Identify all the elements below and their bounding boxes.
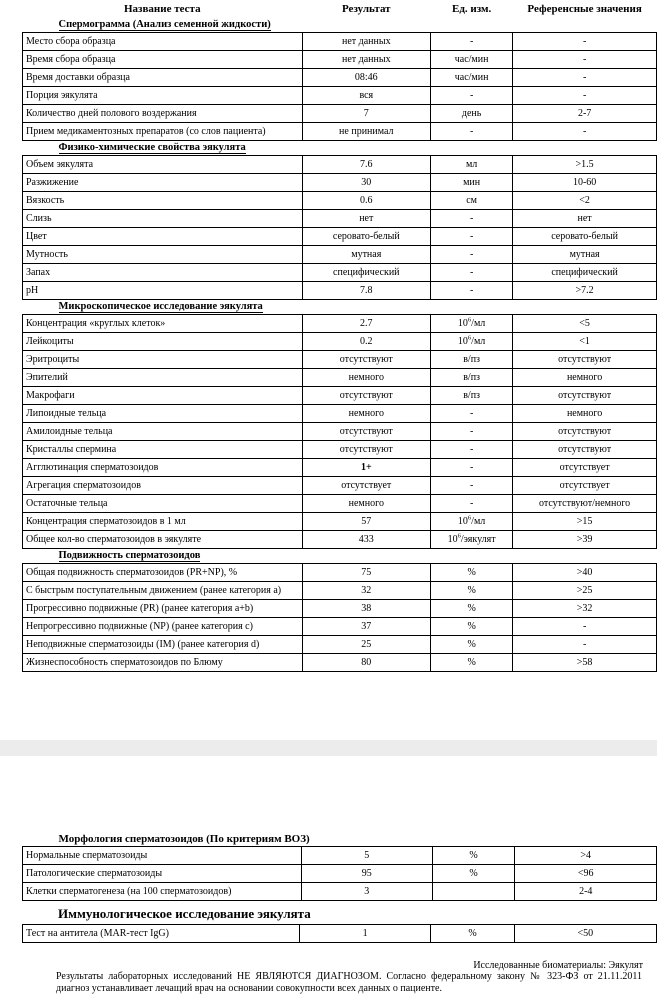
table-row <box>23 925 657 943</box>
test-unit: % <box>432 865 515 883</box>
test-result: нет <box>302 210 430 228</box>
test-result: немного <box>302 369 430 387</box>
test-result: не принимал <box>302 123 430 141</box>
test-reference: отсутствует <box>513 459 657 477</box>
table-row <box>23 865 657 883</box>
test-unit: час/мин <box>431 51 513 69</box>
test-name: Слизь <box>23 210 303 228</box>
test-result: 0.6 <box>302 192 430 210</box>
test-result: 38 <box>302 600 430 618</box>
test-name: Количество дней полового воздержания <box>23 105 303 123</box>
test-result: серовато-белый <box>302 228 430 246</box>
test-name: Запах <box>23 264 303 282</box>
unit-base: 10 <box>457 318 468 329</box>
section-title-text: Физико-химические свойства эякулята <box>58 142 246 153</box>
test-unit: % <box>431 618 513 636</box>
test-name: Клетки сперматогенеза (на 100 сперматозоидов) <box>23 883 302 901</box>
table-row <box>23 246 657 264</box>
table-row <box>23 847 657 865</box>
table-row <box>23 264 657 282</box>
table-row <box>23 228 657 246</box>
test-reference: 2-4 <box>515 883 657 901</box>
test-name: Место сбора образца <box>23 33 303 51</box>
table-row <box>23 69 657 87</box>
unit-base: 10 <box>457 516 468 527</box>
unit-base: 10 <box>447 534 458 545</box>
test-name: Объем эякулята <box>23 156 303 174</box>
test-name: Нормальные сперматозоиды <box>23 847 302 865</box>
table-row <box>23 333 657 351</box>
header-ref: Референсные значения <box>527 3 642 15</box>
test-name: Время доставки образца <box>23 69 303 87</box>
unit-exponent: 6 <box>467 334 472 342</box>
test-reference: - <box>513 123 657 141</box>
test-name: Амилоидные тельца <box>23 423 303 441</box>
test-name: Остаточные тельца <box>23 495 303 513</box>
test-name: Вязкость <box>23 192 303 210</box>
immunology-section-title: Иммунологическое исследование эякулята <box>58 906 311 921</box>
test-unit: - <box>431 495 513 513</box>
test-unit: % <box>431 564 513 582</box>
test-reference: <96 <box>515 865 657 883</box>
table-row <box>23 192 657 210</box>
table-row <box>23 441 657 459</box>
table-row <box>23 423 657 441</box>
table-row <box>23 618 657 636</box>
test-unit: - <box>431 423 513 441</box>
section-title <box>23 300 657 315</box>
test-reference: - <box>513 33 657 51</box>
test-reference: - <box>513 51 657 69</box>
table-row <box>23 459 657 477</box>
table-row <box>23 51 657 69</box>
test-name: Эритроциты <box>23 351 303 369</box>
test-unit: - <box>431 246 513 264</box>
test-result: 433 <box>302 531 430 549</box>
test-unit: - <box>431 210 513 228</box>
test-reference: >58 <box>513 654 657 672</box>
section-title-text: Спермограмма (Анализ семенной жидкости) <box>58 19 271 30</box>
test-unit: мл <box>431 156 513 174</box>
table-row <box>23 883 657 901</box>
test-reference: - <box>513 636 657 654</box>
test-reference: >7.2 <box>513 282 657 300</box>
test-name: Порция эякулята <box>23 87 303 105</box>
test-reference: - <box>513 87 657 105</box>
test-result: 5 <box>301 847 432 865</box>
test-unit: - <box>431 282 513 300</box>
unit-exponent: 6 <box>467 316 472 324</box>
unit-exponent: 6 <box>467 514 472 522</box>
immunology-table <box>22 924 657 943</box>
section-header-morphology <box>23 832 657 847</box>
test-reference: нет <box>513 210 657 228</box>
table-row <box>23 531 657 549</box>
section-header-physchem <box>23 141 657 156</box>
test-result: отсутствуют <box>302 387 430 405</box>
table-row <box>23 369 657 387</box>
test-name: Прием медикаментозных препаратов (со слов пациента) <box>23 123 303 141</box>
test-result: 80 <box>302 654 430 672</box>
test-reference: 10-60 <box>513 174 657 192</box>
table-row <box>23 495 657 513</box>
test-result: 3 <box>301 883 432 901</box>
test-name: Мутность <box>23 246 303 264</box>
test-unit: в/пз <box>431 369 513 387</box>
results-table <box>22 0 657 672</box>
test-result: немного <box>302 405 430 423</box>
disclaimer-note: Результаты лабораторных исследований НЕ ЯВЛЯЮТСЯ ДИАГНОЗОМ. Согласно федеральному закону № 323-ФЗ от 21.11.2011 диагноз устанавливает лечащий врач на основании совокупности всех данных о пациенте. <box>56 971 642 994</box>
test-name: Эпителий <box>23 369 303 387</box>
test-result: вся <box>302 87 430 105</box>
test-name: Кристаллы спермина <box>23 441 303 459</box>
table-row <box>23 513 657 531</box>
test-name: Прогрессивно подвижные (PR) (ранее категория a+b) <box>23 600 303 618</box>
section-title <box>23 141 657 156</box>
section-title-text: Морфология сперматозоидов (По критериям ВОЗ) <box>58 833 310 845</box>
test-unit: - <box>431 228 513 246</box>
test-unit: мин <box>431 174 513 192</box>
test-result: 95 <box>301 865 432 883</box>
table-row <box>23 564 657 582</box>
test-name: pH <box>23 282 303 300</box>
morphology-table <box>22 832 657 901</box>
test-reference: >25 <box>513 582 657 600</box>
test-result: отсутствуют <box>302 351 430 369</box>
test-unit: - <box>431 264 513 282</box>
test-reference: >39 <box>513 531 657 549</box>
test-unit: - <box>431 123 513 141</box>
unit-tail: /мл <box>471 318 486 329</box>
test-reference: немного <box>513 405 657 423</box>
test-reference: >32 <box>513 600 657 618</box>
biomaterial-note: Исследованные биоматериалы: Эякулят <box>473 960 643 971</box>
table-row <box>23 351 657 369</box>
test-unit: % <box>431 582 513 600</box>
unit-base: 10 <box>457 336 468 347</box>
test-name: Общая подвижность сперматозоидов (PR+NP), % <box>23 564 303 582</box>
test-unit <box>432 883 515 901</box>
test-result: 25 <box>302 636 430 654</box>
test-name: С быстрым поступательным движением (ранее категория а) <box>23 582 303 600</box>
test-unit: % <box>431 600 513 618</box>
test-reference: отсутствует <box>513 477 657 495</box>
test-name: Агглютинация сперматозоидов <box>23 459 303 477</box>
test-result: 37 <box>302 618 430 636</box>
unit-tail: /мл <box>471 336 486 347</box>
table-row <box>23 33 657 51</box>
test-reference: отсутствуют <box>513 441 657 459</box>
test-result: 2.7 <box>302 315 430 333</box>
test-unit: час/мин <box>431 69 513 87</box>
table-row <box>23 387 657 405</box>
test-result: 75 <box>302 564 430 582</box>
test-reference: мутная <box>513 246 657 264</box>
test-reference: немного <box>513 369 657 387</box>
test-result: 1+ <box>302 459 430 477</box>
test-name: Неподвижные сперматозоиды (IM) (ранее категория d) <box>23 636 303 654</box>
section-header-microscopy <box>23 300 657 315</box>
test-unit: % <box>431 925 514 943</box>
unit-exponent: 6 <box>457 532 461 540</box>
test-name: Макрофаги <box>23 387 303 405</box>
test-unit: день <box>431 105 513 123</box>
section-title-text: Подвижность сперматозоидов <box>58 550 201 561</box>
test-reference: - <box>513 618 657 636</box>
test-unit: - <box>431 405 513 423</box>
test-reference: <2 <box>513 192 657 210</box>
test-reference: 2-7 <box>513 105 657 123</box>
test-name: Общее кол-во сперматозоидов в эякуляте <box>23 531 303 549</box>
test-name: Цвет <box>23 228 303 246</box>
table-row <box>23 600 657 618</box>
test-reference: отсутствуют <box>513 351 657 369</box>
test-unit: в/пз <box>431 387 513 405</box>
table-header <box>23 0 657 18</box>
section-title <box>23 18 657 33</box>
test-result: специфический <box>302 264 430 282</box>
test-reference: <1 <box>513 333 657 351</box>
unit-tail: /мл <box>471 516 486 527</box>
test-result: 08:46 <box>302 69 430 87</box>
test-unit <box>431 513 513 531</box>
table-row <box>23 582 657 600</box>
test-reference: отсутствуют/немного <box>513 495 657 513</box>
test-name: Концентрация сперматозоидов в 1 мл <box>23 513 303 531</box>
section-title-text: Микроскопическое исследование эякулята <box>58 301 263 312</box>
test-unit: % <box>431 636 513 654</box>
test-unit: в/пз <box>431 351 513 369</box>
header-name: Название теста <box>124 3 201 15</box>
test-name: Липоидные тельца <box>23 405 303 423</box>
test-name: Разжижение <box>23 174 303 192</box>
test-reference: специфический <box>513 264 657 282</box>
test-reference: серовато-белый <box>513 228 657 246</box>
test-result: 7.6 <box>302 156 430 174</box>
table-row <box>23 123 657 141</box>
table-row <box>23 477 657 495</box>
test-unit <box>431 333 513 351</box>
test-result: отсутствует <box>302 477 430 495</box>
test-name: Патологические сперматозоиды <box>23 865 302 883</box>
test-unit: - <box>431 87 513 105</box>
test-unit: - <box>431 459 513 477</box>
test-name: Агрегация сперматозоидов <box>23 477 303 495</box>
test-name: Концентрация «круглых клеток» <box>23 315 303 333</box>
test-result: отсутствуют <box>302 441 430 459</box>
test-unit: - <box>431 441 513 459</box>
table-row <box>23 174 657 192</box>
table-row <box>23 654 657 672</box>
test-name: Время сбора образца <box>23 51 303 69</box>
test-reference: >40 <box>513 564 657 582</box>
test-reference: >1.5 <box>513 156 657 174</box>
test-reference: <5 <box>513 315 657 333</box>
table-row <box>23 87 657 105</box>
table-row <box>23 156 657 174</box>
test-reference: отсутствуют <box>513 423 657 441</box>
test-result: 30 <box>302 174 430 192</box>
table-row <box>23 210 657 228</box>
test-result: мутная <box>302 246 430 264</box>
test-result: 57 <box>302 513 430 531</box>
section-title <box>23 832 657 847</box>
table-row <box>23 636 657 654</box>
test-name: Жизнеспособность сперматозоидов по Блюму <box>23 654 303 672</box>
test-reference: >15 <box>513 513 657 531</box>
table-row <box>23 405 657 423</box>
test-name: Тест на антитела (MAR-тест IgG) <box>23 925 300 943</box>
header-unit: Ед. изм. <box>451 3 492 15</box>
test-result: 7 <box>302 105 430 123</box>
test-unit: % <box>431 654 513 672</box>
test-name: Лейкоциты <box>23 333 303 351</box>
test-result: 32 <box>302 582 430 600</box>
section-header-spermogram <box>23 18 657 33</box>
test-unit: см <box>431 192 513 210</box>
page-separator <box>0 740 657 756</box>
test-result: нет данных <box>302 51 430 69</box>
test-result: 1 <box>300 925 431 943</box>
test-reference: - <box>513 69 657 87</box>
test-unit <box>431 531 513 549</box>
section-header-motility <box>23 549 657 564</box>
test-unit: - <box>431 477 513 495</box>
table-row <box>23 105 657 123</box>
test-unit: - <box>431 33 513 51</box>
table-row <box>23 282 657 300</box>
test-reference: >4 <box>515 847 657 865</box>
test-result: немного <box>302 495 430 513</box>
test-result: отсутствуют <box>302 423 430 441</box>
section-title <box>23 549 657 564</box>
test-unit <box>431 315 513 333</box>
test-reference: <50 <box>514 925 656 943</box>
test-unit: % <box>432 847 515 865</box>
test-result: 7.8 <box>302 282 430 300</box>
table-row <box>23 315 657 333</box>
header-result: Результат <box>341 3 391 15</box>
test-reference: отсутствуют <box>513 387 657 405</box>
test-name: Непрогрессивно подвижные (NP) (ранее категория c) <box>23 618 303 636</box>
test-result: 0.2 <box>302 333 430 351</box>
test-result: нет данных <box>302 33 430 51</box>
unit-tail: /эякулят <box>460 534 496 545</box>
